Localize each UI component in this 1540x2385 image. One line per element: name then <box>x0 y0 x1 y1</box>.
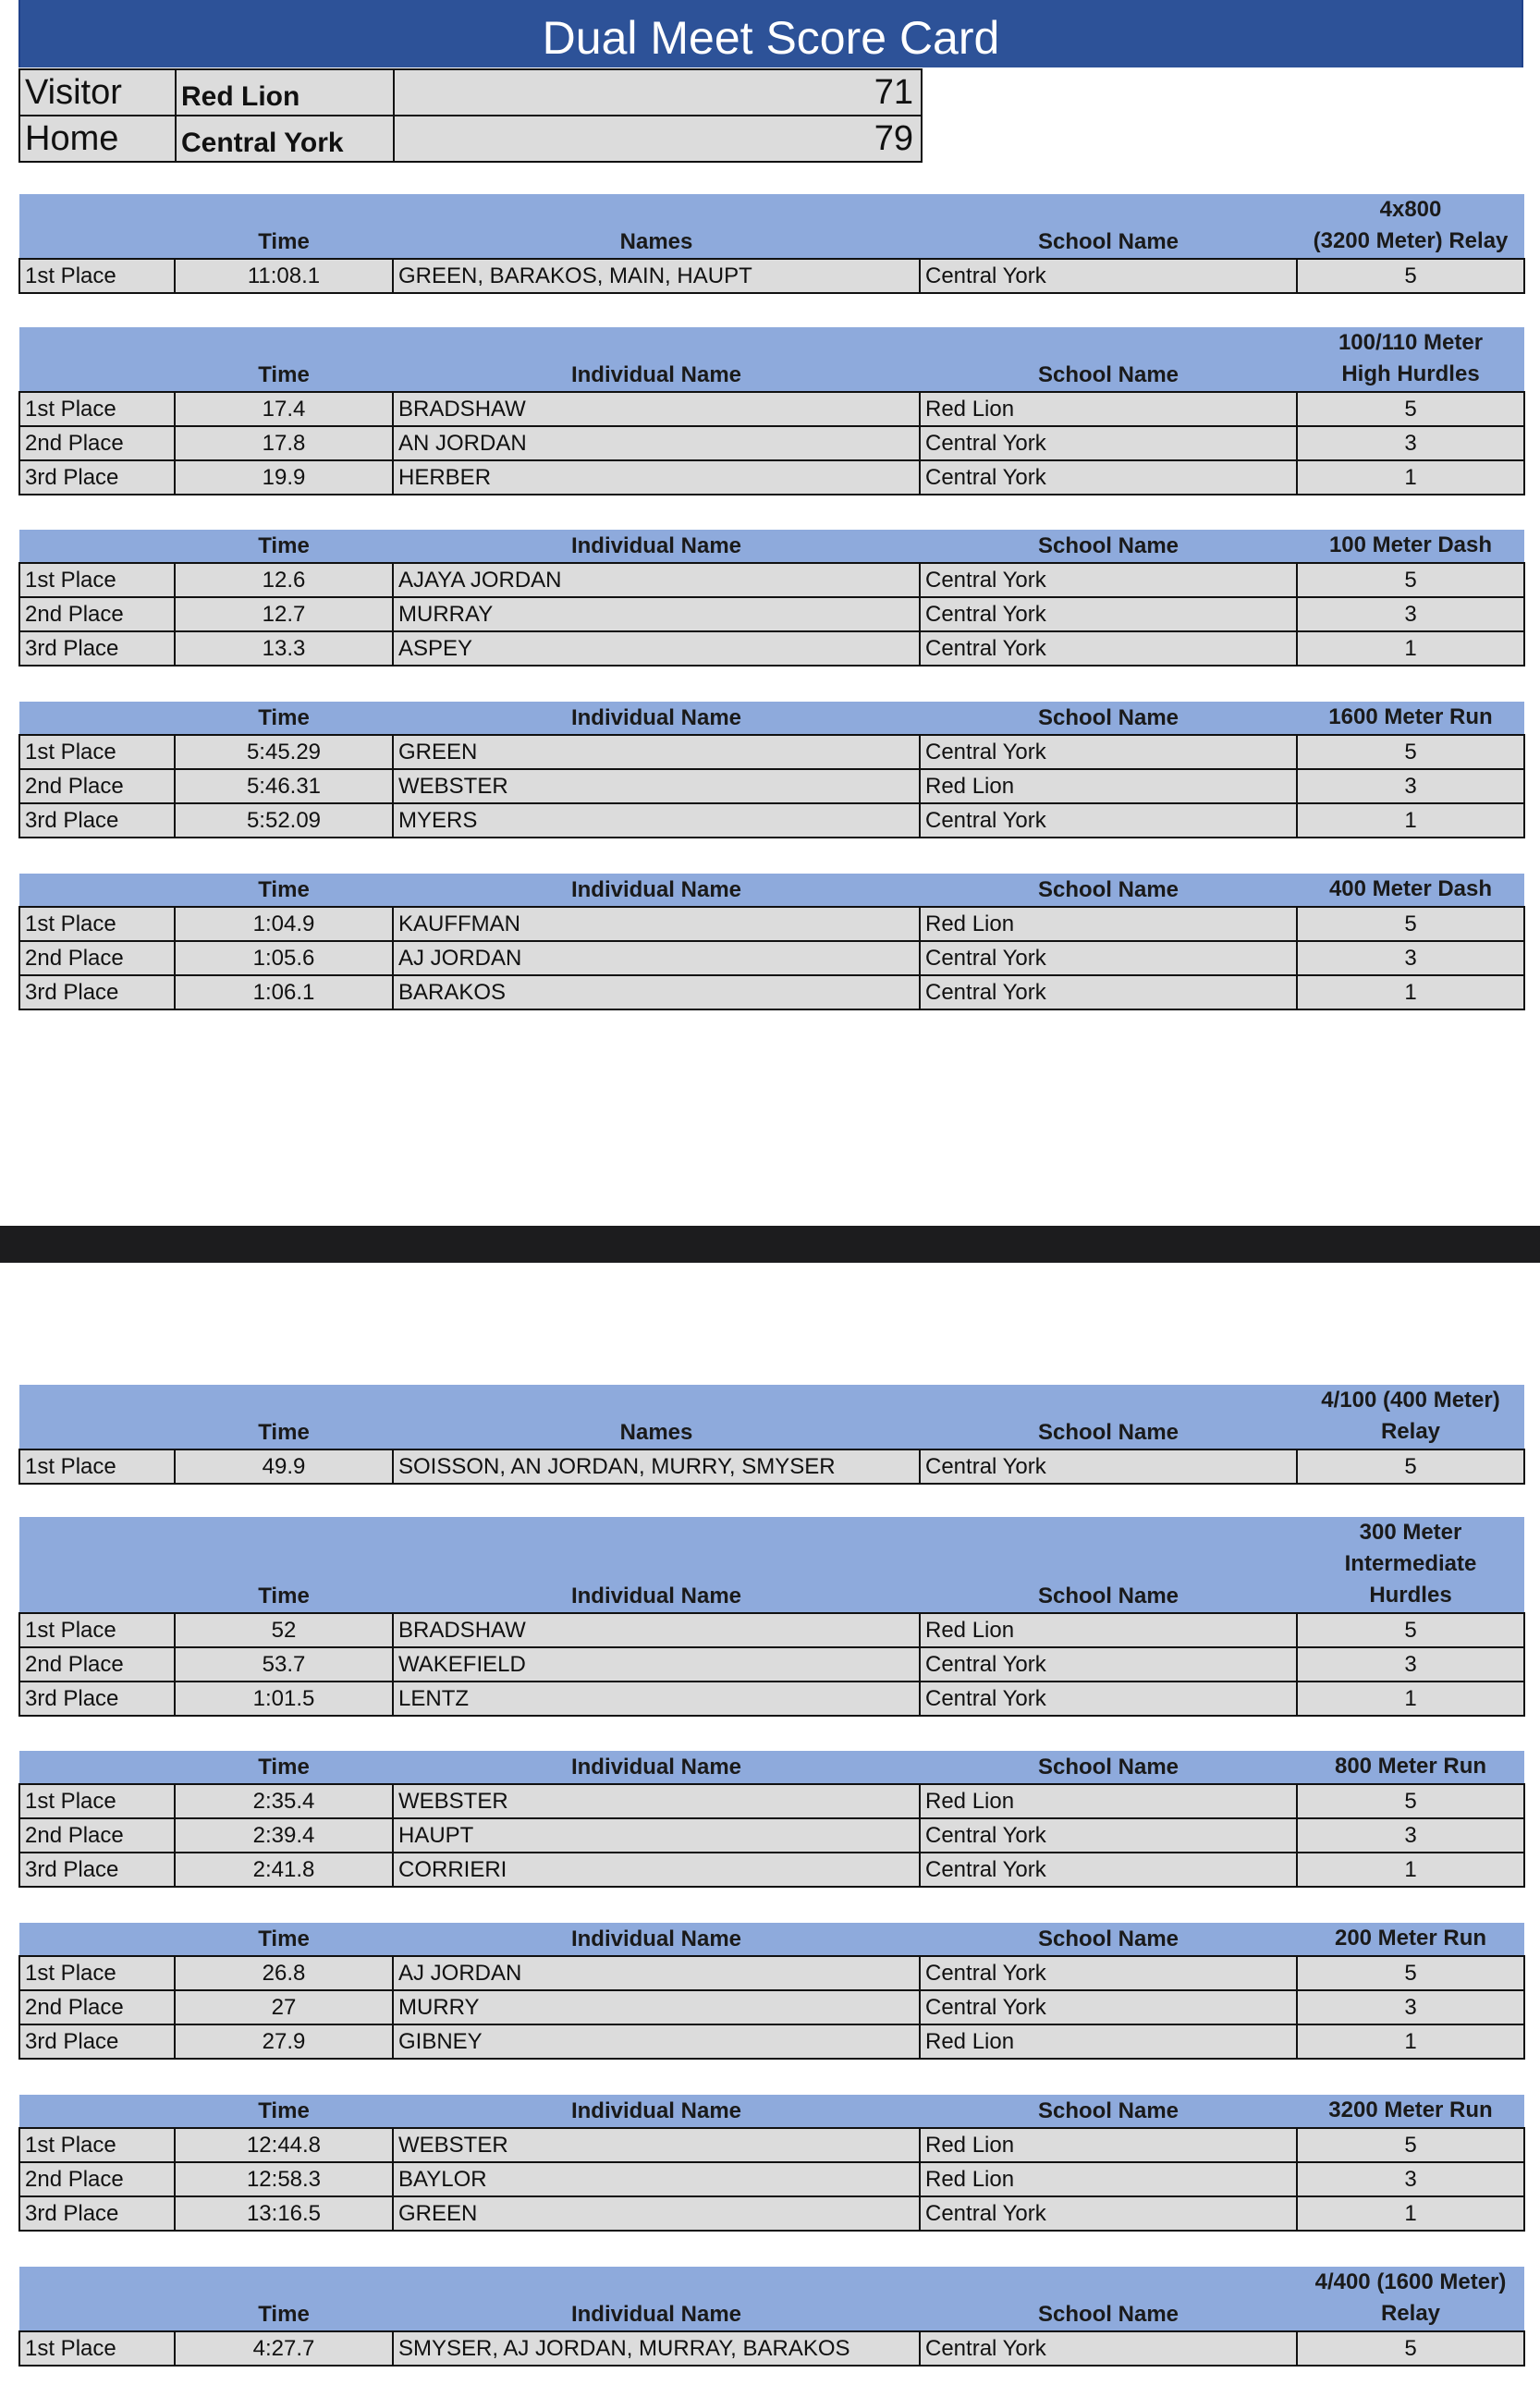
place-cell: 2nd Place <box>19 2162 175 2196</box>
time-header: Time <box>175 327 393 392</box>
time-header: Time <box>175 1385 393 1449</box>
event-name <box>1297 1385 1524 1449</box>
name-cell: AJAYA JORDAN <box>393 563 920 597</box>
table-row <box>19 460 1524 495</box>
points-cell: 5 <box>1297 2331 1524 2366</box>
table-row <box>19 2196 1524 2231</box>
name-cell: BRADSHAW <box>393 1613 920 1647</box>
school-cell: Central York <box>920 2196 1297 2231</box>
place-cell: 1st Place <box>19 392 175 426</box>
points-cell: 3 <box>1297 1990 1524 2024</box>
school-cell: Central York <box>920 563 1297 597</box>
points-cell: 5 <box>1297 563 1524 597</box>
name-cell: WEBSTER <box>393 1784 920 1818</box>
table-row <box>19 1784 1524 1818</box>
event-table <box>18 1923 1525 2060</box>
points-cell: 5 <box>1297 1956 1524 1990</box>
visitor-team: Red Lion <box>176 69 394 116</box>
event-name-line: 3200 Meter Run <box>1328 2098 1493 2122</box>
event-name <box>1297 194 1524 259</box>
time-cell: 1:01.5 <box>175 1682 393 1716</box>
time-cell: 17.4 <box>175 392 393 426</box>
name-cell: HAUPT <box>393 1818 920 1853</box>
name-cell: LENTZ <box>393 1682 920 1716</box>
time-cell: 2:41.8 <box>175 1853 393 1887</box>
place-cell: 1st Place <box>19 735 175 769</box>
event-table <box>18 1751 1525 1888</box>
names-header: Individual Name <box>393 2267 920 2331</box>
event-header-row <box>19 1751 1524 1784</box>
name-cell: WEBSTER <box>393 2128 920 2162</box>
place-header <box>19 2267 175 2331</box>
place-cell: 1st Place <box>19 1784 175 1818</box>
names-header: Names <box>393 194 920 259</box>
event-header-row <box>19 2267 1524 2331</box>
name-cell: ASPEY <box>393 631 920 666</box>
place-cell: 3rd Place <box>19 2024 175 2059</box>
event-header-row <box>19 702 1524 735</box>
school-header: School Name <box>920 1385 1297 1449</box>
points-cell: 5 <box>1297 392 1524 426</box>
name-cell: GREEN <box>393 2196 920 2231</box>
table-row <box>19 735 1524 769</box>
visitor-row <box>19 69 922 116</box>
place-cell: 1st Place <box>19 259 175 293</box>
table-row <box>19 1647 1524 1682</box>
event-name <box>1297 1923 1524 1956</box>
event-table <box>18 1385 1525 1485</box>
place-cell: 1st Place <box>19 1956 175 1990</box>
time-header: Time <box>175 702 393 735</box>
table-row <box>19 426 1524 460</box>
event-header-row <box>19 194 1524 259</box>
name-cell: WAKEFIELD <box>393 1647 920 1682</box>
time-cell: 27 <box>175 1990 393 2024</box>
time-cell: 2:39.4 <box>175 1818 393 1853</box>
place-cell: 2nd Place <box>19 1990 175 2024</box>
place-cell: 1st Place <box>19 1449 175 1484</box>
names-header: Individual Name <box>393 1923 920 1956</box>
table-row <box>19 392 1524 426</box>
event-name-line: Hurdles <box>1369 1583 1452 1608</box>
name-cell: MURRAY <box>393 597 920 631</box>
page-divider <box>0 1226 1540 1263</box>
event-header-row <box>19 1923 1524 1956</box>
school-header: School Name <box>920 194 1297 259</box>
points-cell: 1 <box>1297 460 1524 495</box>
event-table <box>18 327 1525 495</box>
event-header-row <box>19 2095 1524 2128</box>
visitor-score: 71 <box>394 69 922 116</box>
event-name-line: 100/110 Meter <box>1338 330 1484 355</box>
time-header: Time <box>175 1517 393 1613</box>
table-row <box>19 631 1524 666</box>
event-name-line: 200 Meter Run <box>1334 1926 1487 1951</box>
name-cell: HERBER <box>393 460 920 495</box>
points-cell: 3 <box>1297 2162 1524 2196</box>
school-header: School Name <box>920 874 1297 907</box>
event-name-line: Relay <box>1380 2301 1441 2326</box>
points-cell: 5 <box>1297 1449 1524 1484</box>
points-cell: 3 <box>1297 1647 1524 1682</box>
event-name-line: 4x800 <box>1379 197 1442 222</box>
event-name-line: High Hurdles <box>1341 361 1480 386</box>
name-cell: SOISSON, AN JORDAN, MURRY, SMYSER <box>393 1449 920 1484</box>
table-row <box>19 1956 1524 1990</box>
table-row <box>19 941 1524 975</box>
school-cell: Red Lion <box>920 1784 1297 1818</box>
event-name-line: 4/100 (400 Meter) <box>1321 1388 1500 1413</box>
event-name <box>1297 874 1524 907</box>
time-cell: 1:05.6 <box>175 941 393 975</box>
place-cell: 3rd Place <box>19 803 175 838</box>
points-cell: 1 <box>1297 1682 1524 1716</box>
place-cell: 3rd Place <box>19 1682 175 1716</box>
event-name-line: 4/400 (1600 Meter) <box>1314 2269 1507 2294</box>
points-cell: 5 <box>1297 1613 1524 1647</box>
names-header: Individual Name <box>393 1517 920 1613</box>
time-cell: 53.7 <box>175 1647 393 1682</box>
time-header: Time <box>175 2095 393 2128</box>
school-cell: Central York <box>920 2331 1297 2366</box>
table-row <box>19 2128 1524 2162</box>
table-row <box>19 975 1524 1009</box>
time-cell: 17.8 <box>175 426 393 460</box>
event-name <box>1297 2095 1524 2128</box>
place-cell: 1st Place <box>19 907 175 941</box>
school-cell: Central York <box>920 1647 1297 1682</box>
table-row <box>19 563 1524 597</box>
table-row <box>19 907 1524 941</box>
school-cell: Central York <box>920 1990 1297 2024</box>
name-cell: GREEN <box>393 735 920 769</box>
school-cell: Central York <box>920 1682 1297 1716</box>
points-cell: 5 <box>1297 259 1524 293</box>
name-cell: BAYLOR <box>393 2162 920 2196</box>
place-header <box>19 1751 175 1784</box>
table-row <box>19 769 1524 803</box>
school-header: School Name <box>920 2095 1297 2128</box>
name-cell: AJ JORDAN <box>393 1956 920 1990</box>
school-cell: Central York <box>920 1818 1297 1853</box>
points-cell: 5 <box>1297 907 1524 941</box>
table-row <box>19 2162 1524 2196</box>
names-header: Names <box>393 1385 920 1449</box>
place-header <box>19 1517 175 1613</box>
school-cell: Central York <box>920 1449 1297 1484</box>
points-cell: 1 <box>1297 975 1524 1009</box>
school-header: School Name <box>920 1517 1297 1613</box>
time-header: Time <box>175 2267 393 2331</box>
school-cell: Red Lion <box>920 2024 1297 2059</box>
time-header: Time <box>175 1751 393 1784</box>
place-header <box>19 702 175 735</box>
school-cell: Red Lion <box>920 2128 1297 2162</box>
points-cell: 5 <box>1297 735 1524 769</box>
time-cell: 1:06.1 <box>175 975 393 1009</box>
home-label: Home <box>19 116 176 162</box>
school-cell: Red Lion <box>920 1613 1297 1647</box>
time-header: Time <box>175 1923 393 1956</box>
school-header: School Name <box>920 702 1297 735</box>
school-cell: Central York <box>920 259 1297 293</box>
event-name-line: 100 Meter Dash <box>1328 532 1493 557</box>
points-cell: 1 <box>1297 2196 1524 2231</box>
table-row <box>19 2331 1524 2366</box>
place-cell: 2nd Place <box>19 1647 175 1682</box>
event-name <box>1297 2267 1524 2331</box>
event-header-row <box>19 530 1524 563</box>
school-cell: Central York <box>920 803 1297 838</box>
table-row <box>19 1613 1524 1647</box>
event-name <box>1297 530 1524 563</box>
name-cell: BRADSHAW <box>393 392 920 426</box>
names-header: Individual Name <box>393 874 920 907</box>
event-table <box>18 1517 1525 1717</box>
place-cell: 2nd Place <box>19 769 175 803</box>
name-cell: GIBNEY <box>393 2024 920 2059</box>
event-header-row <box>19 1517 1524 1613</box>
school-cell: Central York <box>920 735 1297 769</box>
names-header: Individual Name <box>393 327 920 392</box>
event-header-row <box>19 327 1524 392</box>
place-header <box>19 1923 175 1956</box>
event-name-line: 400 Meter Dash <box>1328 876 1493 901</box>
time-cell: 1:04.9 <box>175 907 393 941</box>
points-cell: 3 <box>1297 426 1524 460</box>
place-cell: 2nd Place <box>19 597 175 631</box>
school-cell: Red Lion <box>920 2162 1297 2196</box>
points-cell: 3 <box>1297 941 1524 975</box>
place-cell: 2nd Place <box>19 941 175 975</box>
time-cell: 4:27.7 <box>175 2331 393 2366</box>
time-cell: 12:44.8 <box>175 2128 393 2162</box>
points-cell: 1 <box>1297 803 1524 838</box>
name-cell: CORRIERI <box>393 1853 920 1887</box>
event-header-row <box>19 874 1524 907</box>
table-row <box>19 2024 1524 2059</box>
time-cell: 11:08.1 <box>175 259 393 293</box>
school-cell: Central York <box>920 460 1297 495</box>
place-cell: 2nd Place <box>19 426 175 460</box>
place-cell: 1st Place <box>19 2128 175 2162</box>
event-name <box>1297 1751 1524 1784</box>
home-team: Central York <box>176 116 394 162</box>
time-header: Time <box>175 874 393 907</box>
points-cell: 3 <box>1297 597 1524 631</box>
event-name-line: 800 Meter Run <box>1334 1754 1487 1779</box>
visitor-label: Visitor <box>19 69 176 116</box>
points-cell: 1 <box>1297 2024 1524 2059</box>
time-cell: 13.3 <box>175 631 393 666</box>
time-cell: 27.9 <box>175 2024 393 2059</box>
event-name-line: Intermediate <box>1344 1551 1477 1576</box>
school-cell: Central York <box>920 975 1297 1009</box>
time-cell: 12.6 <box>175 563 393 597</box>
place-header <box>19 194 175 259</box>
place-cell: 3rd Place <box>19 975 175 1009</box>
event-table <box>18 194 1525 294</box>
names-header: Individual Name <box>393 2095 920 2128</box>
event-name <box>1297 327 1524 392</box>
scoreboard <box>18 68 923 163</box>
event-name-line: 300 Meter <box>1359 1520 1462 1545</box>
time-cell: 26.8 <box>175 1956 393 1990</box>
school-cell: Central York <box>920 426 1297 460</box>
home-row <box>19 116 922 162</box>
event-header-row <box>19 1385 1524 1449</box>
place-header <box>19 530 175 563</box>
home-score: 79 <box>394 116 922 162</box>
table-row <box>19 1853 1524 1887</box>
place-header <box>19 874 175 907</box>
points-cell: 5 <box>1297 1784 1524 1818</box>
school-header: School Name <box>920 1751 1297 1784</box>
name-cell: AJ JORDAN <box>393 941 920 975</box>
school-cell: Red Lion <box>920 769 1297 803</box>
school-header: School Name <box>920 1923 1297 1956</box>
school-cell: Central York <box>920 941 1297 975</box>
time-cell: 49.9 <box>175 1449 393 1484</box>
place-cell: 3rd Place <box>19 1853 175 1887</box>
place-cell: 3rd Place <box>19 2196 175 2231</box>
place-cell: 2nd Place <box>19 1818 175 1853</box>
table-row <box>19 1818 1524 1853</box>
time-cell: 52 <box>175 1613 393 1647</box>
points-cell: 5 <box>1297 2128 1524 2162</box>
place-header <box>19 327 175 392</box>
school-cell: Red Lion <box>920 392 1297 426</box>
event-name-line: Relay <box>1380 1419 1441 1444</box>
school-cell: Central York <box>920 631 1297 666</box>
place-cell: 1st Place <box>19 563 175 597</box>
name-cell: GREEN, BARAKOS, MAIN, HAUPT <box>393 259 920 293</box>
points-cell: 3 <box>1297 769 1524 803</box>
event-name-line: (3200 Meter) Relay <box>1313 228 1509 253</box>
school-cell: Central York <box>920 597 1297 631</box>
points-cell: 1 <box>1297 1853 1524 1887</box>
time-cell: 12:58.3 <box>175 2162 393 2196</box>
time-cell: 12.7 <box>175 597 393 631</box>
place-cell: 1st Place <box>19 1613 175 1647</box>
name-cell: BARAKOS <box>393 975 920 1009</box>
name-cell: WEBSTER <box>393 769 920 803</box>
time-cell: 5:52.09 <box>175 803 393 838</box>
place-header <box>19 1385 175 1449</box>
event-table <box>18 2095 1525 2232</box>
event-name <box>1297 702 1524 735</box>
names-header: Individual Name <box>393 1751 920 1784</box>
event-table <box>18 2267 1525 2367</box>
names-header: Individual Name <box>393 702 920 735</box>
table-row <box>19 259 1524 293</box>
school-cell: Central York <box>920 1853 1297 1887</box>
name-cell: MURRY <box>393 1990 920 2024</box>
time-cell: 13:16.5 <box>175 2196 393 2231</box>
time-cell: 2:35.4 <box>175 1784 393 1818</box>
time-cell: 5:46.31 <box>175 769 393 803</box>
table-row <box>19 803 1524 838</box>
place-cell: 3rd Place <box>19 460 175 495</box>
points-cell: 1 <box>1297 631 1524 666</box>
name-cell: KAUFFMAN <box>393 907 920 941</box>
table-row <box>19 1990 1524 2024</box>
event-table <box>18 874 1525 1010</box>
time-cell: 5:45.29 <box>175 735 393 769</box>
place-cell: 3rd Place <box>19 631 175 666</box>
name-cell: SMYSER, AJ JORDAN, MURRAY, BARAKOS <box>393 2331 920 2366</box>
school-cell: Red Lion <box>920 907 1297 941</box>
event-table <box>18 530 1525 667</box>
name-cell: MYERS <box>393 803 920 838</box>
school-cell: Central York <box>920 1956 1297 1990</box>
table-row <box>19 597 1524 631</box>
event-table <box>18 702 1525 838</box>
event-name <box>1297 1517 1524 1613</box>
school-header: School Name <box>920 530 1297 563</box>
name-cell: AN JORDAN <box>393 426 920 460</box>
event-name-line: 1600 Meter Run <box>1328 704 1493 729</box>
points-cell: 3 <box>1297 1818 1524 1853</box>
time-header: Time <box>175 530 393 563</box>
page-title: Dual Meet Score Card <box>18 0 1523 67</box>
school-header: School Name <box>920 327 1297 392</box>
time-cell: 19.9 <box>175 460 393 495</box>
school-header: School Name <box>920 2267 1297 2331</box>
time-header: Time <box>175 194 393 259</box>
names-header: Individual Name <box>393 530 920 563</box>
place-cell: 1st Place <box>19 2331 175 2366</box>
table-row <box>19 1449 1524 1484</box>
place-header <box>19 2095 175 2128</box>
table-row <box>19 1682 1524 1716</box>
